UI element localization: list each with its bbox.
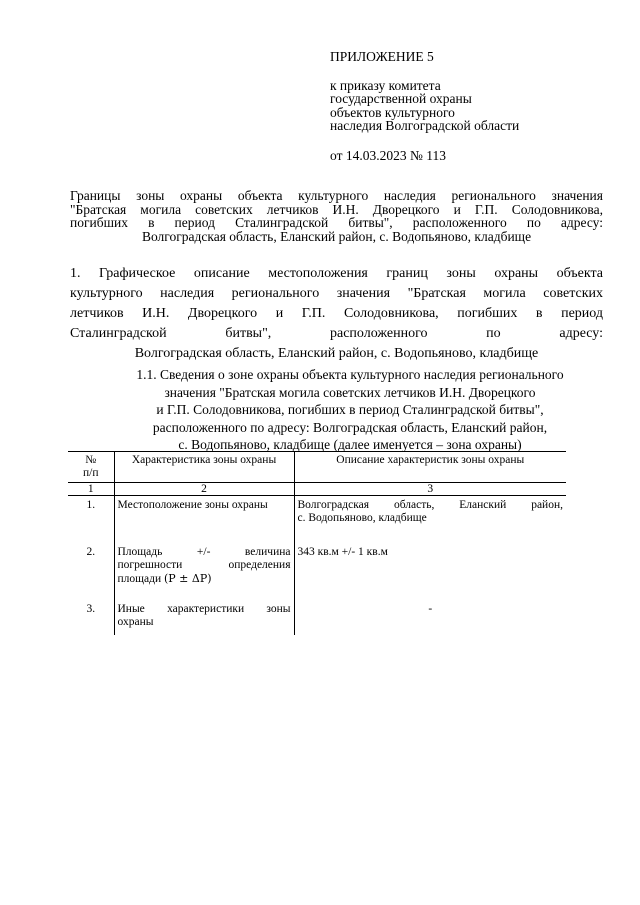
row-characteristic: [114, 496, 294, 544]
title-line: "Братская могила советских летчиков И.Н. Дворецкого и Г.П. Солодовникова,: [70, 201, 603, 217]
title-line: погибших в период Сталинградской битвы", расположенного по адресу:: [70, 215, 603, 230]
section-1-line: культурного наследия регионального значения "Братская могила советских: [70, 286, 603, 301]
section-1-line: 1. Графическое описание местоположения границ зоны охраны объекта: [70, 266, 603, 281]
section-1-line: летчиков И.Н. Дворецкого и Г.П. Солодовникова, погибших в период: [70, 306, 603, 321]
characteristic-text: погрешности определения: [117, 559, 291, 571]
order-date: от 14.03.2023 № 113: [330, 147, 446, 163]
characteristic-text: охраны: [117, 616, 154, 628]
table-row: [68, 600, 566, 635]
section-1-address: Волгоградская область, Еланский район, с. Водопьяново, кладбище: [134, 346, 539, 361]
subsection-1-1-heading: [90, 366, 610, 454]
description-text: 343 кв.м +/- 1 кв.м: [297, 546, 388, 558]
column-number-row: [68, 483, 566, 496]
section-1-heading: [70, 264, 603, 364]
row-description: [294, 496, 566, 544]
characteristic-text: Иные характеристики зоны: [117, 603, 291, 615]
row-description: [294, 543, 566, 600]
area-formula: (P ± ΔP): [163, 572, 212, 585]
order-line: государственной охраны: [330, 91, 472, 106]
subsection-line: с. Водопьяново, кладбище (далее именуется – зона охраны): [178, 437, 522, 452]
row-number: 2.: [86, 546, 96, 558]
header-characteristic: Характеристика зоны охраны: [114, 452, 294, 483]
row-characteristic: [114, 600, 294, 635]
column-number: 1: [68, 483, 114, 496]
subsection-line: расположенного по адресу: Волгоградская область, Еланский район,: [152, 419, 548, 435]
title-address: Волгоградская область, Еланский район, с. Водопьяново, кладбище: [141, 228, 532, 244]
table-header-row: [68, 452, 566, 483]
header-number-symbol: №: [85, 454, 97, 466]
order-reference: [330, 79, 610, 133]
row-number: 3.: [86, 603, 96, 615]
header-number: [68, 452, 114, 483]
description-text: Волгоградская область, Еланский район,: [297, 499, 563, 511]
table-row: [68, 496, 566, 544]
description-text: с. Водопьяново, кладбище: [297, 512, 427, 524]
order-line: наследия Волгоградской области: [330, 118, 520, 133]
column-number: 2: [114, 483, 294, 496]
subsection-line: и Г.П. Солодовникова, погибших в период Сталинградской битвы",: [156, 402, 544, 417]
characteristic-text: Местоположение зоны охраны: [117, 499, 268, 511]
column-number: 3: [294, 483, 566, 496]
characteristic-text: Площадь +/- величина: [117, 546, 291, 558]
header-number-abbr: п/п: [82, 467, 99, 479]
subsection-line: 1.1. Сведения о зоне охраны объекта культурного наследия регионального: [136, 367, 564, 382]
row-description: -: [294, 600, 566, 635]
section-1-line: Сталинградской битвы", расположенного по адресу:: [70, 326, 603, 341]
order-line: объектов культурного: [330, 104, 455, 120]
title-line: Границы зоны охраны объекта культурного наследия регионального значения: [70, 188, 603, 203]
characteristic-text-part: площади: [117, 573, 162, 585]
document-title: [70, 189, 603, 243]
characteristic-text: [118, 572, 291, 586]
row-characteristic: [114, 543, 294, 600]
zone-characteristics-table: [68, 451, 566, 635]
table-row: [68, 543, 566, 600]
row-number: 1.: [86, 499, 96, 511]
header-description: Описание характеристик зоны охраны: [294, 452, 566, 483]
appendix-heading: ПРИЛОЖЕНИЕ 5: [330, 49, 434, 64]
appendix-header: [330, 50, 610, 162]
order-line: к приказу комитета: [330, 77, 441, 93]
subsection-line: значения "Братская могила советских летчиков И.Н. Дворецкого: [164, 384, 536, 400]
